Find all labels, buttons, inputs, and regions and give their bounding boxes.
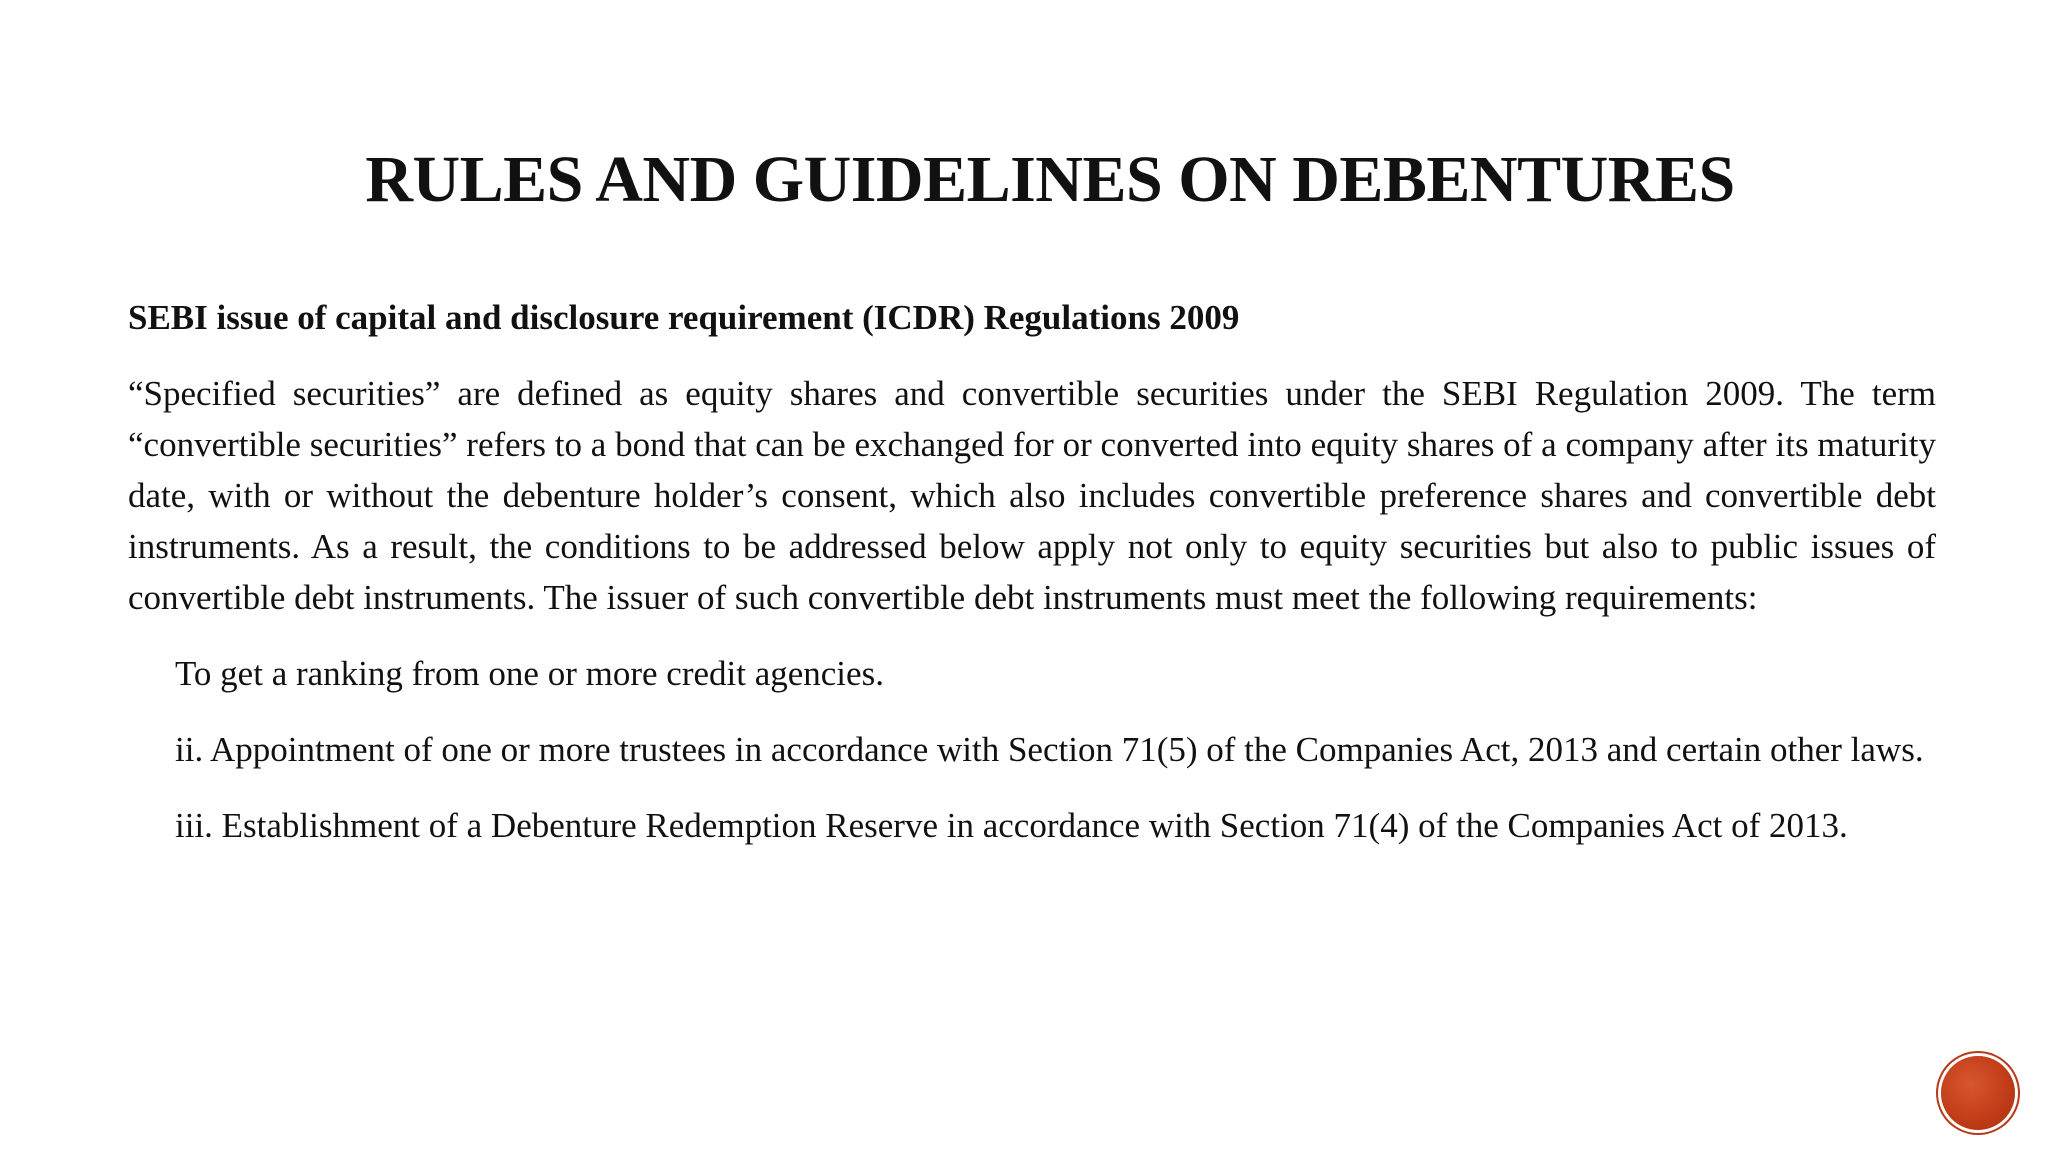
slide-accent-circle-icon — [1941, 1056, 2015, 1130]
requirement-item-3: iii. Establishment of a Debenture Redemption Reserve in accordance with Section 71(4) of the Companies Act of 2013. — [175, 806, 1848, 845]
section-subheading: SEBI issue of capital and disclosure requirement (ICDR) Regulations 2009 — [128, 298, 1240, 337]
requirement-item-2: ii. Appointment of one or more trustees in accordance with Section 71(5) of the Companies Act, 2013 and certain other laws. — [175, 730, 1924, 769]
slide-body — [128, 292, 1936, 876]
requirement-item-1: To get a ranking from one or more credit agencies. — [175, 654, 884, 693]
intro-paragraph: “Specified securities” are defined as equity shares and convertible securities under the SEBI Regulation 2009. The term “convertible securities” refers to a bond that can be exchanged for or converted into equity shares of a company after its maturity date, with or without the debenture holder’s consent, which also includes convertible preference shares and convertible debt instruments. As a result, the conditions to be addressed below apply not only to equity securities but also to public issues of convertible debt instruments. The issuer of such convertible debt instruments must meet the following requirements: — [128, 374, 1936, 617]
slide-title: RULES AND GUIDELINES ON DEBENTURES — [365, 143, 1735, 216]
